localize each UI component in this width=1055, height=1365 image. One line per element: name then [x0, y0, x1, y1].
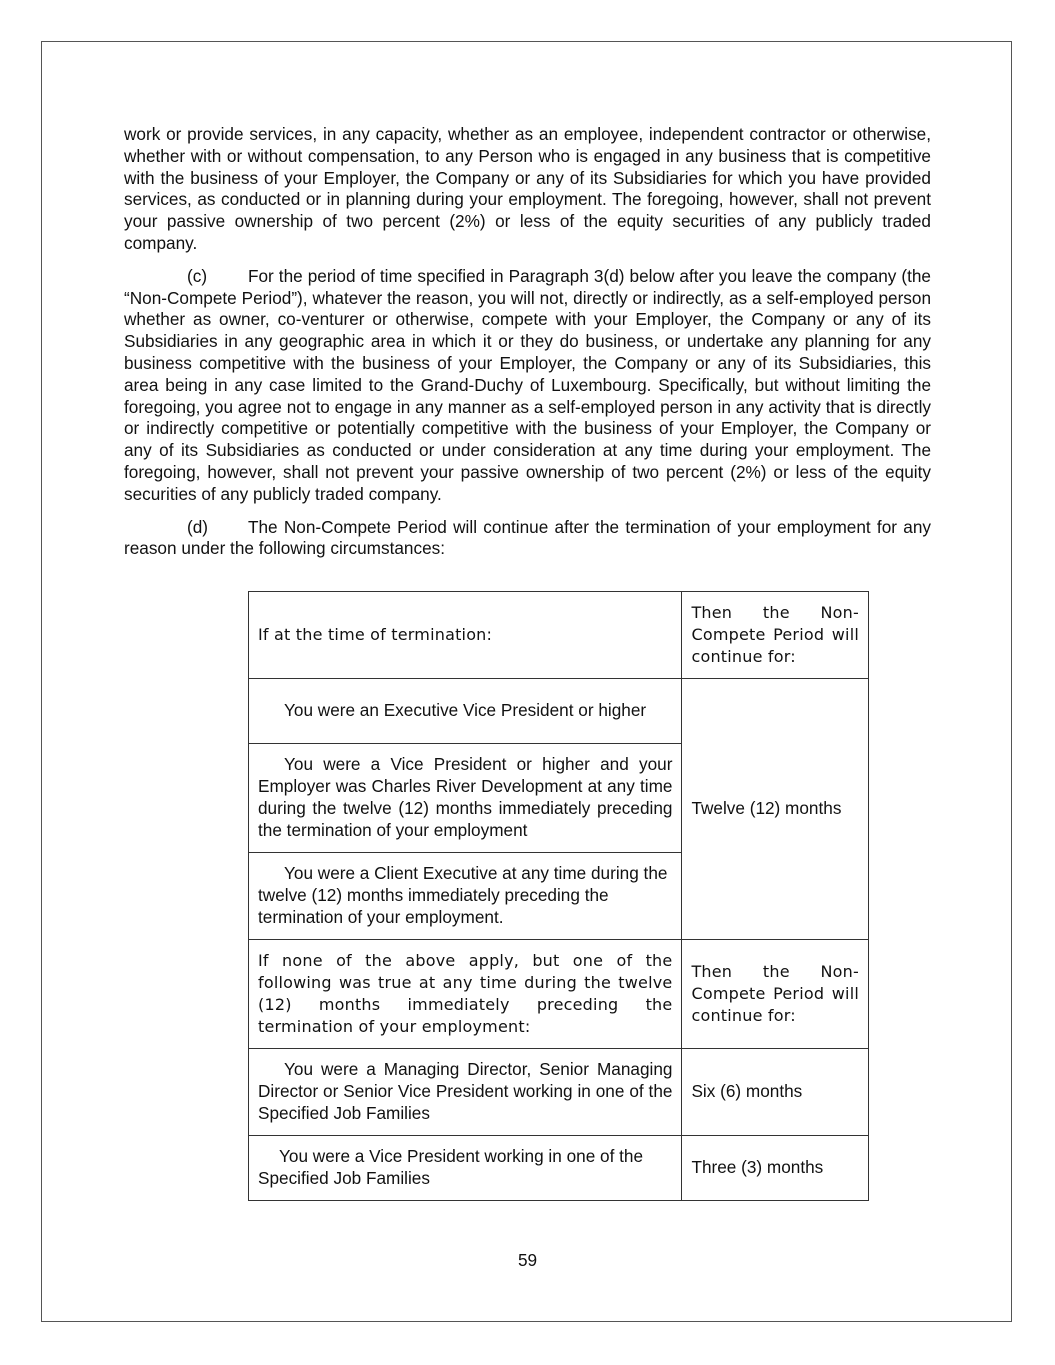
table-subheader-row [249, 940, 869, 1049]
paragraph-c-label: (c) [187, 265, 208, 286]
page-number: 59 [517, 1250, 538, 1270]
table-header-left: If at the time of termination: [249, 592, 682, 679]
paragraph-c [124, 266, 931, 506]
paragraph-c-text: For the period of time specified in Paragraph 3(d) below after you leave the company (the “Non-Compete Period”), whatever the reason, you will not, directly or indirectly, as a self-employed person whether as owner, co-venturer or otherwise, compete with your Employer, the Company or any of its Subsidiaries in any geographic area in which it or they do business, or undertake any planning for any business competitive with the business of your Employer, the Company or any of its Subsidiaries, this area being in any case limited to the Grand-Duchy of Luxembourg. Specifically, but without limiting the foregoing, you agree not to engage in any manner as a self-employed person in any activity that is directly or indirectly competitive or potentially competitive with the business of your Employer, the Company or any of its Subsidiaries as conducted or under consideration at any time during your employment. The foregoing, however, shall not prevent your passive ownership of two percent (2%) or less of the equity securities of any publicly traded company. [124, 265, 931, 504]
table-row [249, 1136, 869, 1201]
table-row [249, 1049, 869, 1136]
table-subheader-left: If none of the above apply, but one of the following was true at any time during the twelve (12) months immediately preceding the termination of your employment: [249, 940, 682, 1049]
table-cell-vp-crd [249, 744, 682, 853]
table-cell-six-months: Six (6) months [682, 1049, 869, 1136]
table-subheader-right: Then the Non-Compete Period will continue for: [682, 940, 869, 1049]
table-cell-evp [249, 679, 682, 744]
table-cell-vp-crd-text: You were a Vice President or higher and your Employer was Charles River Development at any time during the twelve (12) months immediately preceding the termination of your employment [258, 754, 673, 840]
table-header-row [249, 592, 869, 679]
table-cell-twelve-months: Twelve (12) months [682, 679, 869, 940]
paragraph-d-label: (d) [187, 516, 209, 537]
paragraph-d [124, 517, 931, 561]
document-body [124, 124, 931, 571]
table-cell-md [249, 1049, 682, 1136]
table-cell-vp [249, 1136, 682, 1201]
paragraph-d-text: The Non-Compete Period will continue after the termination of your employment for any reason under the following circumstances: [124, 516, 931, 559]
table-cell-client-exec-text: You were a Client Executive at any time during the twelve (12) months immediately preceding the termination of your employment. [258, 863, 668, 927]
table-cell-client-exec [249, 853, 682, 940]
table-cell-three-months: Three (3) months [682, 1136, 869, 1201]
table-row [249, 679, 869, 744]
non-compete-table [248, 591, 869, 1201]
table-cell-evp-text: You were an Executive Vice President or higher [284, 700, 647, 721]
table-header-right: Then the Non-Compete Period will continue for: [682, 592, 869, 679]
table-cell-vp-text: You were a Vice President working in one of the Specified Job Families [258, 1146, 644, 1188]
table-cell-md-text: You were a Managing Director, Senior Managing Director or Senior Vice President working in one of the Specified Job Families [258, 1059, 673, 1123]
paragraph-continuation: work or provide services, in any capacity, whether as an employee, independent contractor or otherwise, whether with or without compensation, to any Person who is engaged in any business that is competitive with the business of your Employer, the Company or any of its Subsidiaries for which you have provided services, as conducted or in planning during your employment. The foregoing, however, shall not prevent your passive ownership of two percent (2%) or less of the equity securities of any publicly traded company. [124, 124, 931, 253]
